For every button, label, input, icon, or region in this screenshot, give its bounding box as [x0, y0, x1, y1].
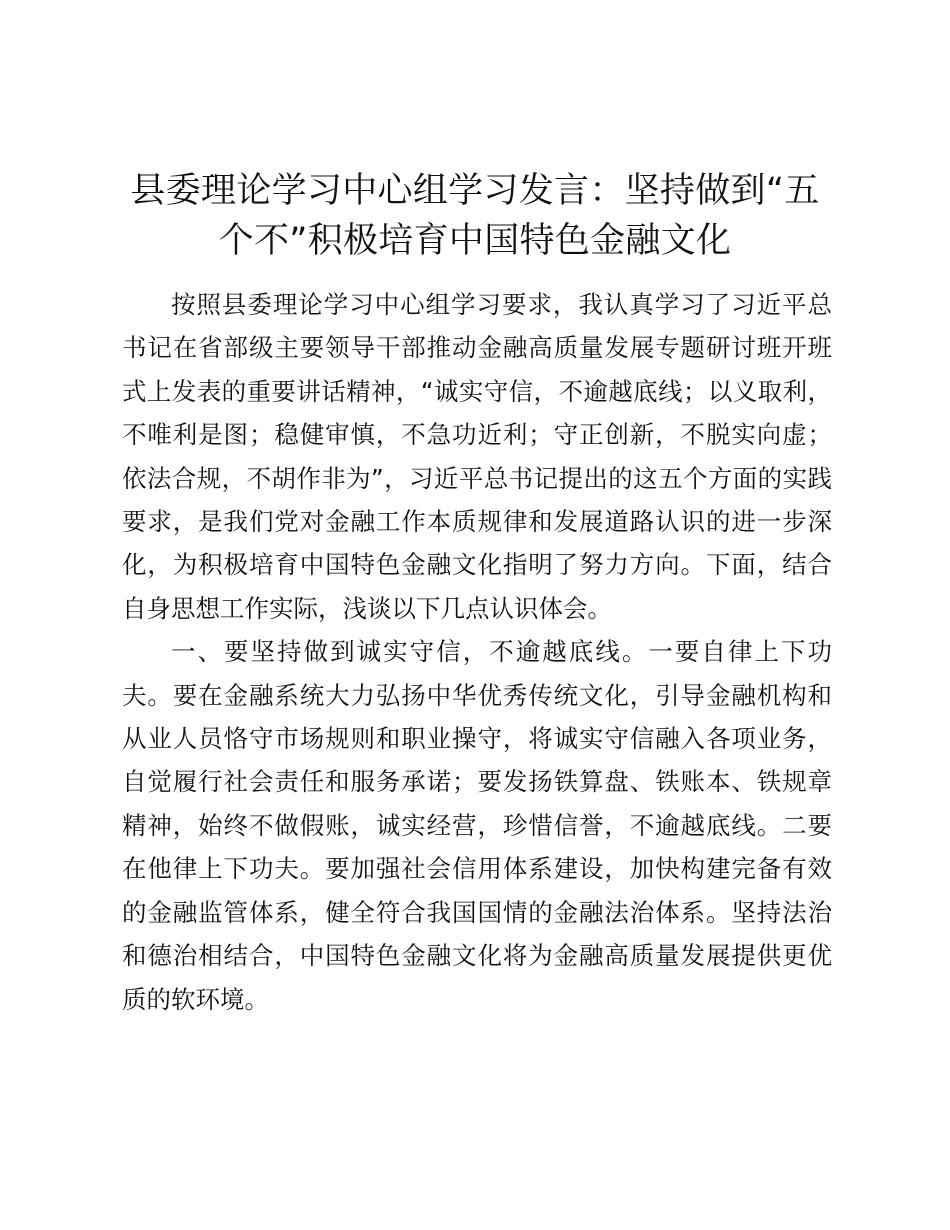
section-one-text: 一要自律上下功夫。要在金融系统大力弘扬中华优秀传统文化，引导金融机构和从业人员恪守市场规则和职业操守，将诚实守信融入各项业务，自觉履行社会责任和服务承诺；要发扬铁算盘、铁账本、铁规章精神，始终不做假账，诚实经营，珍惜信誉，不逾越底线。二要在他律上下功夫。要加强社会信用体系建设，加快构建完备有效的金融监管体系，健全符合我国国情的金融法治体系。坚持法治和德治相结合，中国特色金融文化将为金融高质量发展提供更优质的软环境。 [122, 637, 832, 1014]
intro-paragraph: 按照县委理论学习中心组学习要求，我认真学习了习近平总书记在省部级主要领导干部推动金融高质量发展专题研讨班开班式上发表的重要讲话精神，“诚实守信，不逾越底线；以义取利，不唯利是图；稳健审慎，不急功近利；守正创新，不脱实向虚；依法合规，不胡作非为”，习近平总书记提出的这五个方面的实践要求，是我们党对金融工作本质规律和发展道路认识的进一步深化，为积极培育中国特色金融文化指明了努力方向。下面，结合自身思想工作实际，浅谈以下几点认识体会。 [122, 290, 832, 623]
page-title: 县委理论学习中心组学习发言：坚持做到“五个不”积极培育中国特色金融文化 [130, 171, 820, 261]
section-one-paragraph [122, 630, 832, 1021]
document-body [122, 283, 832, 1021]
section-one-heading: 一、要坚持做到诚实守信，不逾越底线。 [171, 637, 649, 667]
